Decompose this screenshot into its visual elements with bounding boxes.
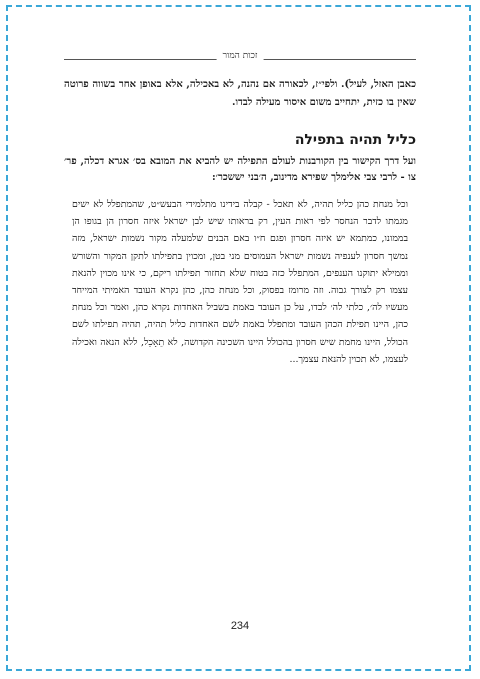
page-number: 234 <box>230 620 250 632</box>
running-head-title: זכות המור <box>217 50 264 61</box>
page-content <box>64 38 416 368</box>
lead-paragraph: ועל דרך הקישור בין הקורבנות לעולם התפילה יש להביא את המובא בס׳ אגרא דכלה, פר׳ צו - לרבי צבי אלימלך שפירא מדינוב, ה׳בני יששכר׳: <box>64 156 416 183</box>
quote-paragraph: וכל מנחת כהן כליל תהיה, לא תאכל - קבלה בידינו מתלמידי הבעש״ט, שהמתפלל לא ישים מגמתו לדבר הנחסר לפי ראות העין, רק בראותו שיש לבן ישראל איזה חסרון הן בגופו הן בממונו, כמתמא יש איזה חסרון ופגם ח״ו באם הבנים שלמעלה מקור נשמות ישראל, מזה נמשך חסרון לענפיה נשמות ישראל העמוסים מני בטן, ומכוין בתפילתו לתקן המקור והשורש וממילא יתוקנו הענפים, המתפלל כזה בטוח שלא תחזור תפילתו ריקם, כי אינו מכוין להנאת עצמו רק לצורך גבוה. וזה מרומז בפסוק, וכל מנחת כהן, כהן נקרא העובד האמיתי המייחד מעשיו לה׳, כלתי לה׳ לבדו, על כן העובד באמת בשביל האחדות נקרא כהן, ואמר וכל מנחת כהן, היינו תפילת הכהן העובד ומתפלל באמת לשם האחדות כליל תהיה, תהיה תפילתו לשם הכולל, היינו מחמת שיש חסרון בהכולל היינו השכינה הקדושה, לא תֵאָכֵל, ללא הנאה ואכילה לעצמו, לא תכוין להנאת עצמך... <box>72 199 408 365</box>
intro-paragraph: כאבן האזל, לעיל). ולפי״ז, לכאורה אם נהנה, לא באכילה, אלא באופן אחר בשווה פרוטה שאין בו כזית, יתחייב משום איסור מעילה לבדו. <box>64 79 416 108</box>
section-title: כליל תהיה בתפילה <box>294 132 416 148</box>
running-head <box>64 50 416 66</box>
